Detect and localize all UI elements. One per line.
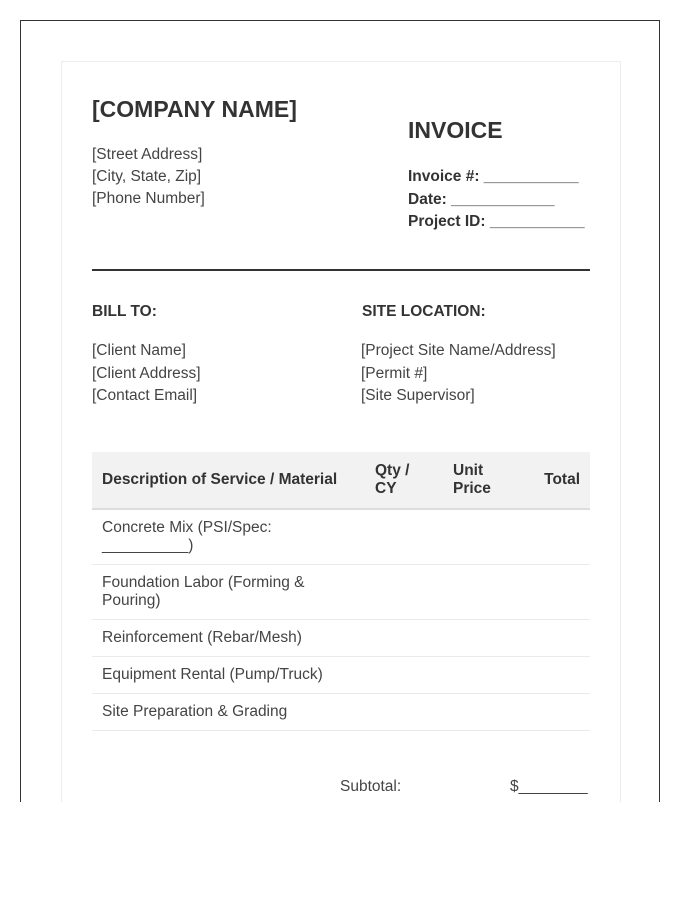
cell-description: Site Preparation & Grading bbox=[92, 694, 365, 731]
invoice-meta-block bbox=[408, 166, 585, 234]
table-row bbox=[92, 565, 590, 620]
column-header-qty: Qty / CY bbox=[365, 452, 443, 509]
cell-qty bbox=[365, 509, 443, 565]
table-row bbox=[92, 620, 590, 657]
cell-total bbox=[525, 657, 590, 694]
company-name: [COMPANY NAME] bbox=[92, 96, 297, 122]
cell-unit-price bbox=[443, 509, 525, 565]
site-supervisor: [Site Supervisor] bbox=[361, 387, 475, 404]
cell-unit-price bbox=[443, 620, 525, 657]
invoice-sheet bbox=[61, 61, 621, 802]
client-address: [Client Address] bbox=[92, 364, 201, 382]
invoice-project-id-field: Project ID: ___________ bbox=[408, 213, 585, 230]
bill-to-label: BILL TO: bbox=[92, 303, 157, 320]
cell-description: Equipment Rental (Pump/Truck) bbox=[92, 657, 365, 694]
column-header-total: Total bbox=[525, 452, 590, 509]
cell-description: Concrete Mix (PSI/Spec: __________) bbox=[92, 509, 365, 565]
subtotal-label: Subtotal: bbox=[340, 778, 402, 795]
cell-unit-price bbox=[443, 657, 525, 694]
cell-total bbox=[525, 694, 590, 731]
cell-qty bbox=[365, 657, 443, 694]
contact-email: [Contact Email] bbox=[92, 387, 198, 404]
company-phone: [Phone Number] bbox=[92, 190, 205, 207]
cell-total bbox=[525, 509, 590, 565]
site-name-address: [Project Site Name/Address] bbox=[361, 342, 556, 359]
table-row bbox=[92, 509, 590, 565]
header-divider bbox=[92, 269, 590, 271]
site-location-block bbox=[361, 340, 556, 408]
cell-qty bbox=[365, 694, 443, 731]
column-header-unit-price: Unit Price bbox=[443, 452, 525, 509]
table-header-row bbox=[92, 452, 590, 509]
company-address-block bbox=[92, 144, 205, 210]
bill-to-block bbox=[92, 340, 201, 408]
invoice-title: INVOICE bbox=[408, 117, 503, 143]
permit-number: [Permit #] bbox=[361, 364, 428, 382]
invoice-number-field: Invoice #: ___________ bbox=[408, 168, 579, 185]
cell-total bbox=[525, 620, 590, 657]
invoice-date-field: Date: ____________ bbox=[408, 190, 555, 208]
cell-description: Reinforcement (Rebar/Mesh) bbox=[92, 620, 365, 657]
subtotal-value: $________ bbox=[510, 778, 588, 795]
page-frame bbox=[20, 20, 660, 802]
cell-qty bbox=[365, 620, 443, 657]
cell-description: Foundation Labor (Forming & Pouring) bbox=[92, 565, 365, 620]
column-header-description: Description of Service / Material bbox=[92, 452, 365, 509]
line-items-table bbox=[92, 452, 590, 731]
table-row bbox=[92, 657, 590, 694]
cell-qty bbox=[365, 565, 443, 620]
company-city: [City, State, Zip] bbox=[92, 168, 202, 185]
table-row bbox=[92, 694, 590, 731]
client-name: [Client Name] bbox=[92, 342, 186, 359]
site-location-label: SITE LOCATION: bbox=[362, 303, 486, 320]
cell-total bbox=[525, 565, 590, 620]
cell-unit-price bbox=[443, 694, 525, 731]
company-street: [Street Address] bbox=[92, 146, 203, 163]
cell-unit-price bbox=[443, 565, 525, 620]
